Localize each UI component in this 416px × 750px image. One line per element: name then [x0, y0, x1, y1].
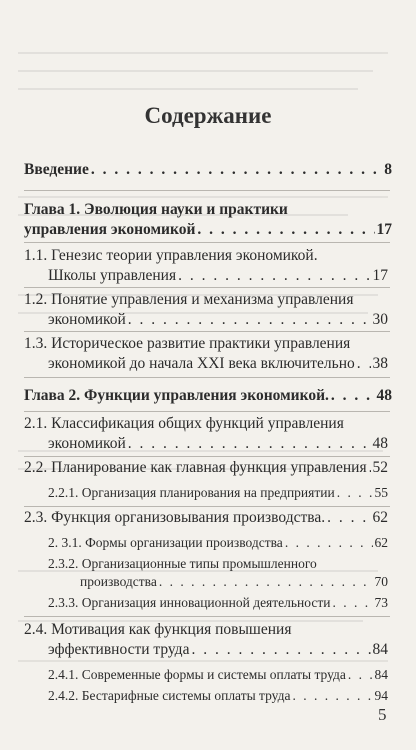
toc-section-1-2-page: 30 — [372, 311, 388, 328]
toc-subsection-2-2-1-label: 2.2.1. Организация планирования на предприятии — [48, 485, 335, 500]
toc-section-1-1[interactable] — [24, 246, 388, 286]
toc-section-2-1[interactable] — [24, 414, 388, 454]
toc-section-2-4[interactable] — [24, 620, 388, 660]
toc-section-2-1-line1: 2.1. Классификация общих функций управления — [24, 415, 344, 432]
toc-chapter-2[interactable] — [24, 386, 392, 406]
leader-dots — [327, 508, 370, 528]
toc-intro-label: Введение — [24, 161, 89, 178]
toc-section-1-2-line2: экономикой — [48, 311, 126, 328]
toc-section-2-2-label: 2.2. Планирование как главная функция управления — [24, 459, 367, 476]
leader-dots — [128, 310, 371, 330]
toc-section-2-4-line1: 2.4. Мотивация как функция повышения — [24, 621, 292, 638]
leader-dots — [292, 687, 372, 705]
toc-subsection-2-4-1[interactable] — [48, 666, 388, 684]
toc-subsection-2-4-1-page: 84 — [374, 667, 388, 682]
toc-subsection-2-2-1[interactable] — [48, 484, 388, 502]
toc-section-1-3-line2: экономикой до начала XXI века включительно — [48, 355, 355, 372]
toc-subsection-2-3-1-label: 2. 3.1. Формы организации производства — [48, 535, 283, 550]
leader-dots — [91, 160, 382, 180]
toc-section-2-2-page: 52 — [372, 459, 388, 476]
toc-chapter-1[interactable] — [24, 200, 392, 240]
toc-subsection-2-4-2-label: 2.4.2. Бестарифные системы оплаты труда — [48, 688, 291, 703]
toc-section-1-3-page: 38 — [372, 355, 388, 372]
divider — [24, 190, 390, 191]
divider — [24, 616, 390, 617]
toc-subsection-2-3-3[interactable] — [48, 594, 388, 612]
leader-dots — [191, 640, 370, 660]
toc-subsection-2-3-2-line2: производства — [80, 574, 157, 589]
leader-dots — [178, 266, 370, 286]
toc-subsection-2-4-1-label: 2.4.1. Современные формы и системы оплаты труда — [48, 667, 346, 682]
toc-section-2-4-page: 84 — [372, 641, 388, 658]
toc-subsection-2-3-3-page: 73 — [374, 595, 388, 610]
toc-subsection-2-3-1-page: 62 — [374, 535, 388, 550]
toc-section-2-3-page: 62 — [372, 509, 388, 526]
leader-dots — [332, 594, 372, 612]
divider — [24, 377, 390, 378]
toc-section-1-2-line1: 1.2. Понятие управления и механизма управления — [24, 291, 354, 308]
leader-dots — [337, 484, 373, 502]
page-number: 5 — [378, 705, 387, 724]
toc-section-1-1-page: 17 — [372, 267, 388, 284]
toc-section-2-1-line2: экономикой — [48, 435, 126, 452]
divider — [24, 242, 390, 243]
divider — [24, 331, 390, 332]
toc-section-2-1-page: 48 — [372, 435, 388, 452]
toc-subsection-2-2-1-page: 55 — [374, 485, 388, 500]
toc-subsection-2-3-1[interactable] — [48, 534, 388, 552]
toc-section-1-1-line2: Школы управления — [48, 267, 177, 284]
divider — [24, 287, 390, 288]
toc-section-2-3-label: 2.3. Функция организовывания производства. — [24, 509, 326, 526]
toc-section-2-2[interactable] — [24, 458, 388, 478]
divider — [24, 456, 390, 457]
page-title: Содержание — [144, 103, 272, 128]
toc-chapter-1-line1: Глава 1. Эволюция науки и практики — [24, 201, 288, 218]
leader-dots — [285, 534, 373, 552]
toc-chapter-2-label: Глава 2. Функции управления экономикой. — [24, 387, 329, 404]
toc-section-2-3[interactable] — [24, 508, 388, 528]
divider — [24, 411, 390, 412]
toc-subsection-2-3-3-label: 2.3.3. Организация инновационной деятельности — [48, 595, 331, 610]
leader-dots — [197, 220, 374, 240]
toc-chapter-1-line2: управления экономикой — [24, 221, 196, 238]
leader-dots — [348, 666, 373, 684]
toc-section-1-3[interactable] — [24, 334, 388, 374]
toc-subsection-2-3-2[interactable] — [48, 555, 388, 591]
leader-dots — [128, 434, 371, 454]
divider — [24, 506, 390, 507]
toc-section-1-1-line1: 1.1. Генезис теории управления экономикой. — [24, 247, 318, 264]
leader-dots — [357, 354, 371, 374]
toc-section-1-3-line1: 1.3. Историческое развитие практики управления — [24, 335, 351, 352]
leader-dots — [369, 458, 371, 478]
toc-chapter-1-page: 17 — [376, 221, 392, 238]
leader-dots — [331, 386, 375, 406]
toc-subsection-2-3-2-line1: 2.3.2. Организационные типы промышленного — [48, 556, 317, 571]
leader-dots — [159, 573, 373, 591]
toc-intro-page: 8 — [384, 161, 392, 178]
toc-section-1-2[interactable] — [24, 290, 388, 330]
toc-subsection-2-4-2[interactable] — [48, 687, 388, 705]
toc-section-2-4-line2: эффективности труда — [48, 641, 190, 658]
toc-intro[interactable] — [24, 160, 392, 180]
toc-subsection-2-4-2-page: 94 — [374, 688, 388, 703]
toc-chapter-2-page: 48 — [376, 387, 392, 404]
toc-subsection-2-3-2-page: 70 — [374, 574, 388, 589]
